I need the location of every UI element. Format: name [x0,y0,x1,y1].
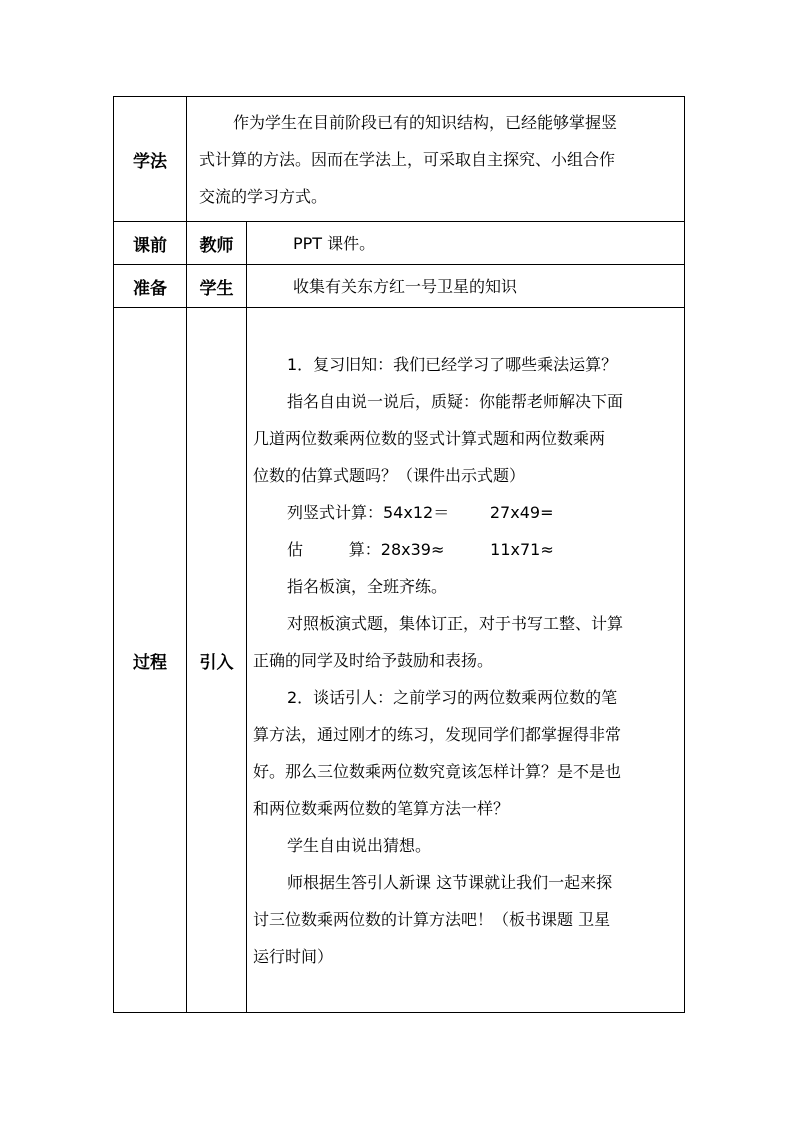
process-line: 好。那么三位数乘两位数究竟该怎样计算？是不是也 [253,761,622,781]
process-line: 算方法，通过刚才的练习，发现同学们都掌握得非常 [253,724,622,744]
teacher-text: PPT 课件。 [293,233,376,253]
process-line: 讨三位数乘两位数的计算方法吧！（板书课题 卫星 [253,909,611,929]
xuefa-row [114,97,685,222]
prep-teacher-row [114,222,685,265]
process-line: 对照板演式题，集体订正，对于书写工整、计算 [287,613,624,633]
student-label: 学生 [187,265,247,308]
process-line: 运行时间） [253,946,334,966]
xuefa-content [187,97,685,222]
prep-student-row [114,265,685,308]
process-line: 2．谈话引人：之前学习的两位数乘两位数的笔 [287,687,618,707]
process-lines [253,346,678,975]
process-line: 指名板演，全班齐练。 [287,576,448,596]
prep-label-bottom: 准备 [114,265,187,308]
xuefa-line: 作为学生在目前阶段已有的知识结构，已经能够掌握竖 [233,112,618,132]
process-line: 估 算：28x39≈ 11x71≈ [287,539,554,559]
process-line: 几道两位数乘两位数的竖式计算式题和两位数乘两 [253,428,606,448]
process-line: 正确的同学及时给予鼓励和表扬。 [253,650,494,670]
teacher-content [247,222,685,265]
xuefa-line: 式计算的方法。因而在学法上，可采取自主探究、小组合作 [199,149,616,169]
process-line: 和两位数乘两位数的笔算方法一样？ [253,798,510,818]
lesson-plan-table [113,96,685,1013]
student-text: 收集有关东方红一号卫星的知识 [293,276,518,296]
intro-label: 引入 [187,308,247,1013]
process-label: 过程 [114,308,187,1013]
process-line: 学生自由说出猜想。 [287,835,432,855]
teacher-label: 教师 [187,222,247,265]
prep-label-top: 课前 [114,222,187,265]
process-line: 指名自由说一说后，质疑：你能帮老师解决下面 [287,391,624,411]
xuefa-label: 学法 [114,97,187,222]
process-line: 1．复习旧知：我们已经学习了哪些乘法运算？ [287,354,618,374]
process-line: 师根据生答引人新课 这节课就让我们一起来探 [287,872,613,892]
process-line: 位数的估算式题吗？（课件出示式题） [253,465,526,485]
student-content [247,265,685,308]
process-line: 列竖式计算：54x12＝ 27x49= [287,502,554,522]
process-row [114,308,685,1013]
xuefa-line: 交流的学习方式。 [199,186,328,206]
process-content [247,308,685,1013]
